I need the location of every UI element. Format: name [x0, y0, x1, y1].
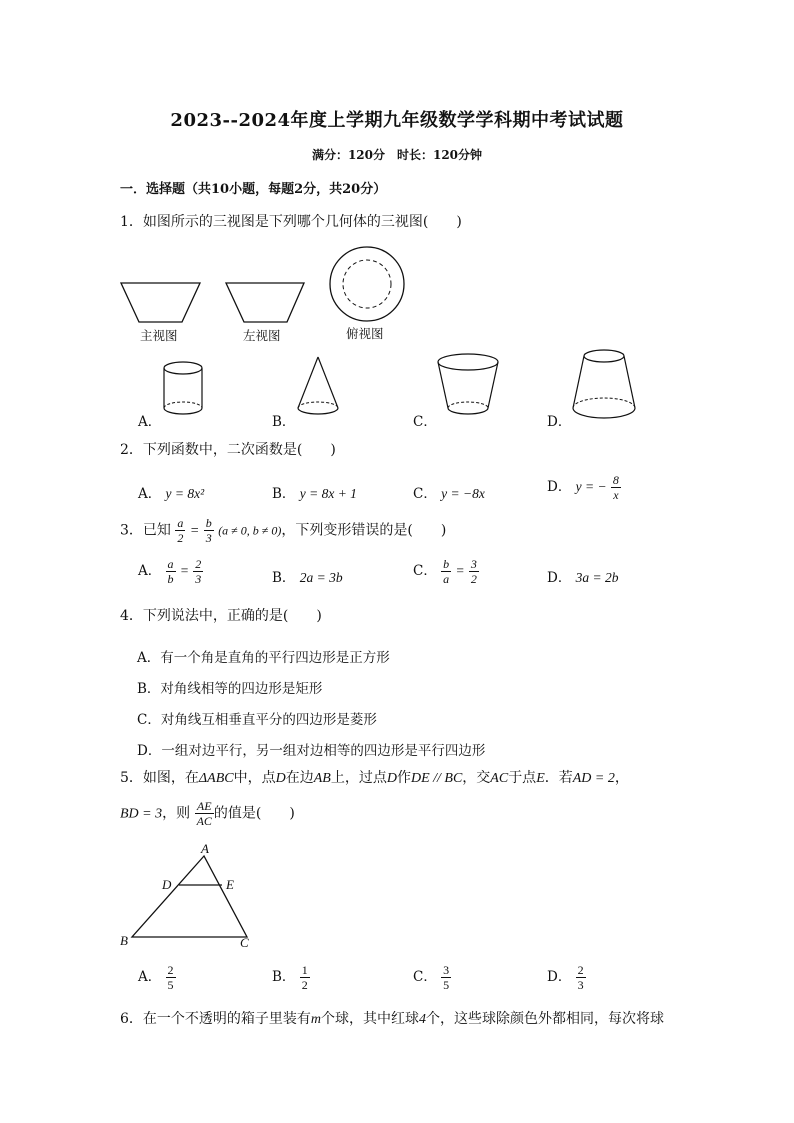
front-view-label: 主视图 [140, 328, 178, 343]
question-3-option-d[interactable]: D． 3a = 2b [547, 570, 619, 586]
question-3-option-c[interactable]: C． $\frac{b}{a}$ = $\frac{3}{2}$ [413, 557, 477, 586]
point-e-label: E [226, 877, 234, 892]
option-expression: y = −8x [441, 486, 485, 501]
vertex-a-label: A [201, 841, 209, 856]
question-6-stem: 6．在一个不透明的箱子里装有m个球，其中红球4个，这些球除颜色外都相同，每次将球 [120, 1011, 665, 1027]
fraction: $\frac{8}{x}$ [612, 473, 619, 502]
question-5-option-d[interactable]: D． $\frac{2}{3}$ [547, 963, 584, 992]
page-title: 2023--2024年度上学期九年级数学学科期中考试试题 [170, 110, 624, 131]
question-4-option-a[interactable]: A．有一个角是直角的平行四边形是正方形 [137, 650, 390, 666]
section-heading: 一．选择题（共10小题，每题2分，共20分） [120, 182, 387, 197]
question-5-stem-line-1: 5．如图，在ΔABC中，点D在边AB上，过点D作DE // BC，交AC于点E．若AD = 2， [120, 770, 629, 786]
fraction: $\frac{3}{2}$ [470, 557, 477, 586]
fraction: $\frac{1}{2}$ [301, 963, 308, 992]
question-5-option-c[interactable]: C． $\frac{3}{5}$ [413, 963, 450, 992]
vertex-b-label: B [120, 933, 128, 948]
question-4-stem: 4．下列说法中，正确的是( ) [120, 608, 322, 624]
option-letter: A． [138, 486, 162, 502]
question-3-option-a[interactable]: A． $\frac{a}{b}$ = $\frac{2}{3}$ [138, 557, 202, 586]
fraction: $\frac{2}{3}$ [577, 963, 584, 992]
fraction: $\frac{2}{3}$ [195, 557, 202, 586]
question-1-option-b[interactable]: B． [272, 414, 296, 430]
question-5-option-a[interactable]: A． $\frac{2}{5}$ [138, 963, 174, 992]
question-1-stem: 1．如图所示的三视图是下列哪个几何体的三视图( ) [120, 214, 462, 230]
option-letter: C． [413, 486, 437, 502]
question-4-option-c[interactable]: C．对角线互相垂直平分的四边形是菱形 [137, 712, 377, 728]
question-1-option-d[interactable]: D． [547, 414, 572, 430]
option-letter: D． [547, 479, 572, 495]
question-1-option-c[interactable]: C． [413, 414, 437, 430]
fraction: $\frac{b}{3}$ [205, 516, 212, 545]
question-4-option-d[interactable]: D．一组对边平行，另一组对边相等的四边形是平行四边形 [137, 743, 486, 759]
option-letter: B． [272, 486, 296, 502]
fraction: $\frac{2}{5}$ [167, 963, 174, 992]
fraction: $\frac{AE}{AC}$ [196, 799, 212, 828]
fraction: $\frac{b}{a}$ [443, 557, 450, 586]
fraction: $\frac{3}{5}$ [443, 963, 450, 992]
point-d-label: D [162, 877, 172, 892]
fraction: $\frac{a}{2}$ [177, 516, 184, 545]
question-5-stem-line-2: BD = 3，则 $\frac{AE}{AC}$ 的值是( ) [120, 799, 295, 828]
option-expression: y = 8x + 1 [299, 486, 357, 501]
option-expression: y = 8x² [165, 486, 205, 501]
vertex-c-label: C [240, 935, 249, 950]
question-2-stem: 2．下列函数中，二次函数是( ) [120, 442, 336, 458]
question-1-option-a[interactable]: A． [138, 414, 162, 430]
top-view-label: 俯视图 [346, 326, 384, 341]
fraction: $\frac{a}{b}$ [167, 557, 174, 586]
question-4-option-b[interactable]: B．对角线相等的四边形是矩形 [137, 681, 323, 697]
question-3-option-b[interactable]: B． 2a = 3b [272, 570, 343, 586]
question-3-stem: 3．已知 $\frac{a}{2}$ = $\frac{b}{3}$ (a ≠ 0, b ≠ 0)，下列变形错误的是( ) [120, 516, 447, 545]
question-5-option-b[interactable]: B． $\frac{1}{2}$ [272, 963, 308, 992]
exam-info: 满分：120分 时长：120分钟 [311, 148, 483, 162]
side-view-label: 左视图 [243, 328, 281, 343]
option-expression: y = − [575, 479, 607, 494]
